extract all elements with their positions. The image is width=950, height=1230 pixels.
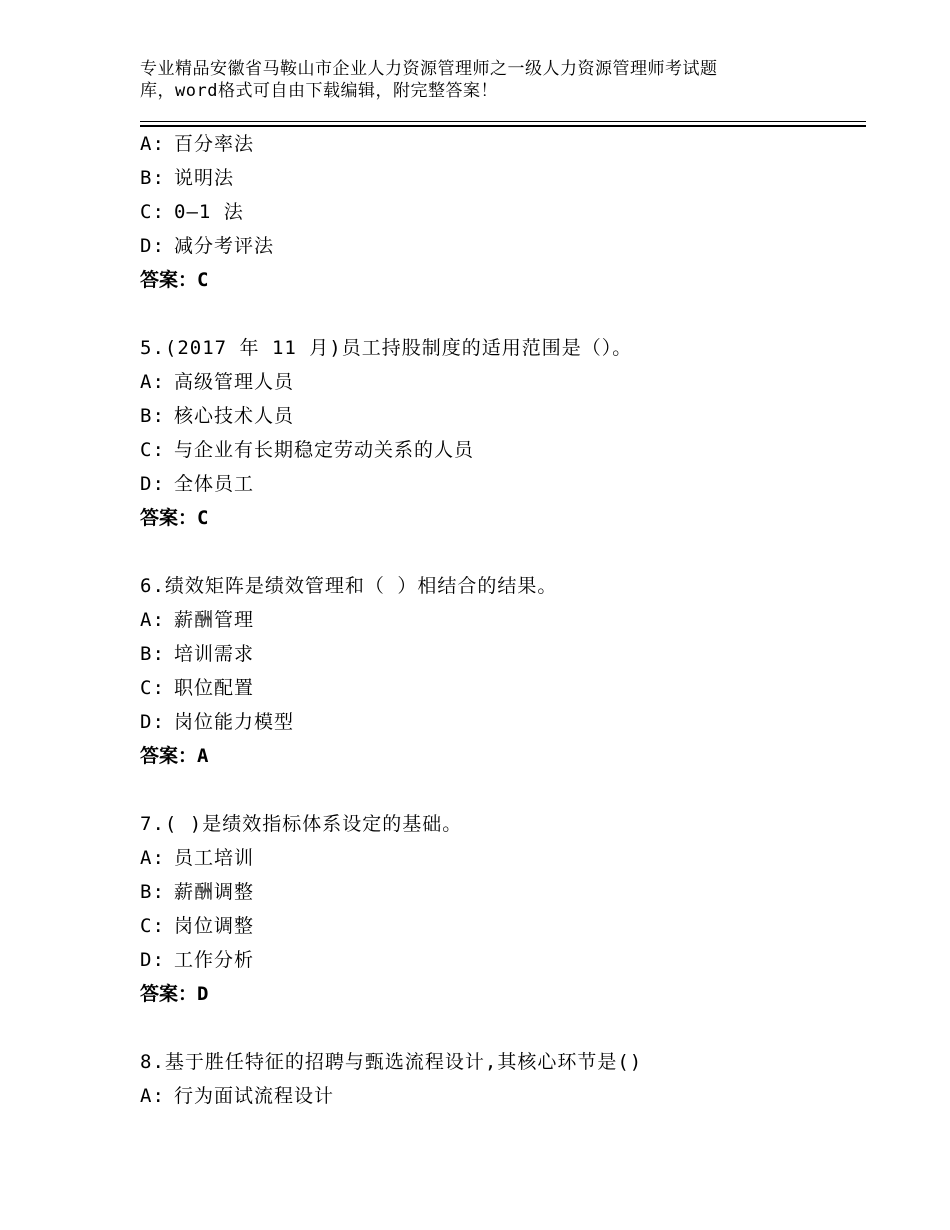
answer-line: 答案：D [140, 983, 209, 1005]
spacer [140, 297, 866, 331]
option-a: A: 薪酬管理 [140, 609, 255, 631]
option-a: A: 员工培训 [140, 847, 255, 869]
header-line-2: 库，word格式可自由下载编辑，附完整答案！ [140, 81, 498, 101]
option-a: A: 行为面试流程设计 [140, 1085, 335, 1107]
answer-line: 答案：C [140, 507, 209, 529]
header-line-1: 专业精品安徽省马鞍山市企业人力资源管理师之一级人力资源管理师考试题 [140, 59, 718, 79]
spacer [140, 773, 866, 807]
question-list [140, 127, 866, 1113]
question-stem: 7.( )是绩效指标体系设定的基础。 [140, 813, 463, 835]
question-stem: 6.绩效矩阵是绩效管理和（ ）相结合的结果。 [140, 575, 558, 597]
option-c: C: 与企业有长期稳定劳动关系的人员 [140, 439, 475, 461]
option-b: B: 说明法 [140, 167, 235, 189]
option-a: A: 高级管理人员 [140, 371, 295, 393]
answer-line: 答案：A [140, 745, 209, 767]
option-d: D: 工作分析 [140, 949, 255, 971]
header-divider-thin [140, 121, 866, 122]
option-d: D: 岗位能力模型 [140, 711, 295, 733]
question-stem: 8.基于胜任特征的招聘与甄选流程设计,其核心环节是() [140, 1051, 643, 1073]
option-b: B: 薪酬调整 [140, 881, 255, 903]
option-d: D: 减分考评法 [140, 235, 275, 257]
option-c: C: 岗位调整 [140, 915, 255, 937]
option-b: B: 培训需求 [140, 643, 255, 665]
answer-line: 答案：C [140, 269, 209, 291]
document-header [140, 58, 840, 102]
spacer [140, 1011, 866, 1045]
option-b: B: 核心技术人员 [140, 405, 295, 427]
question-stem: 5.(2017 年 11 月)员工持股制度的适用范围是（）。 [140, 337, 633, 359]
option-a: A: 百分率法 [140, 133, 255, 155]
spacer [140, 535, 866, 569]
option-d: D: 全体员工 [140, 473, 255, 495]
option-c: C: 0—1 法 [140, 201, 244, 223]
option-c: C: 职位配置 [140, 677, 255, 699]
